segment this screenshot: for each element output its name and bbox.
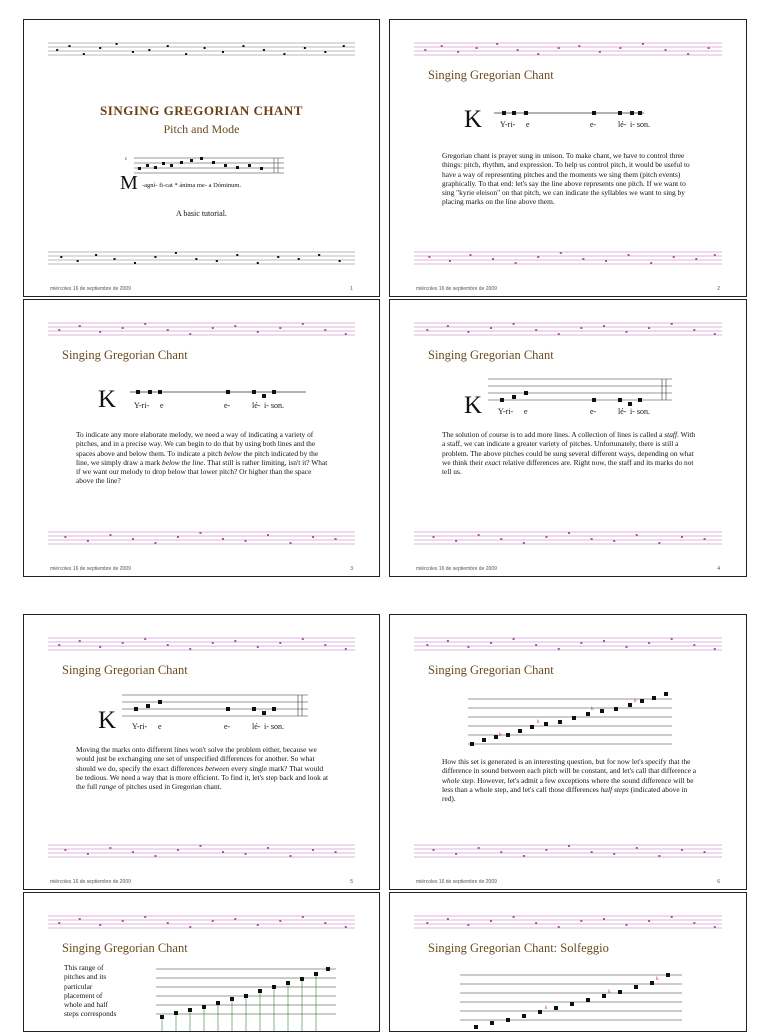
text-run: Moving the marks onto different lines won't solve the problem either, because we would just be exchanging one set of unspecified differences for another. So what should we do, specify the exact differences	[76, 745, 317, 773]
text-run: every single mark? That would be tedious. We need a way that is more efficient. To find it, let's step back and look at the full	[76, 763, 329, 792]
single-line-staff	[494, 108, 644, 118]
syllable: e-	[590, 407, 597, 416]
footer-date: miércoles 16 de septiembre de 2009	[416, 286, 497, 292]
footer-date: miércoles 16 de septiembre de 2009	[416, 879, 497, 885]
initial-letter: K	[464, 106, 483, 133]
text-run: (indicated above in red).	[442, 784, 688, 804]
text-run: . That still is rather limiting, isn't it? What if we want our melody to drop below that lower pitch? Or higher than the space above the line?	[76, 457, 328, 486]
syllable: Y-ri-	[132, 722, 148, 731]
text-run: The solution of course is to add more lines. A collection of lines is called a	[442, 430, 665, 439]
slide-2[interactable]	[389, 19, 747, 297]
half-step-mark: h	[634, 699, 637, 704]
slide-1[interactable]	[23, 19, 380, 297]
syllable: Y-ri-	[498, 407, 514, 416]
syllable: lé-	[618, 407, 627, 416]
syllable: e	[160, 401, 164, 410]
half-step-mark: h	[591, 707, 594, 712]
pitch-range-staff	[156, 961, 336, 1031]
slide-3[interactable]	[23, 299, 380, 577]
emphasis: below the line	[162, 457, 204, 467]
chant-example	[124, 155, 286, 185]
half-step-mark: h	[545, 1006, 548, 1011]
slide-body-text: This range of pitches and its particular placement of whole and half steps corresponds	[64, 963, 117, 1019]
text-run: . With a staff, we can indicate a greater variety of pitches. Unfortunately, there is still a problem. The above pitches could be sung several different ways, depending on what we think their	[442, 430, 696, 467]
half-step-mark: h	[608, 990, 611, 995]
tagline: A basic tutorial.	[176, 209, 227, 218]
slide-footer	[50, 566, 353, 572]
footer-date: miércoles 16 de septiembre de 2009	[50, 566, 131, 572]
chant-staff	[124, 155, 286, 185]
initial-letter: K	[98, 386, 117, 413]
slide-footer	[50, 879, 353, 885]
syllable: Y-ri-	[500, 120, 516, 129]
text-run: How this set is generated is an interesting question, but for now let's specify that the difference in sound between each pitch will be constant, and let's call that difference a	[442, 757, 697, 776]
slide-title: Singing Gregorian Chant	[62, 941, 188, 955]
slide-body-text	[442, 430, 698, 476]
slide-number: 6	[717, 879, 720, 885]
footer-date: miércoles 16 de septiembre de 2009	[416, 566, 497, 572]
syllable: e-	[224, 722, 231, 731]
slide-title: Singing Gregorian Chant	[428, 68, 554, 82]
syllable: lé-	[252, 722, 261, 731]
emphasis: between	[205, 763, 230, 773]
syllable: e-	[224, 401, 231, 410]
staff-top	[48, 913, 355, 931]
syllable: i- son.	[264, 401, 284, 410]
emphasis: range	[99, 782, 117, 792]
staff-top	[414, 635, 722, 653]
text-run: the pitch indicated by the line, we simply draw a mark	[76, 448, 319, 467]
syllable: e	[524, 407, 528, 416]
emphasis: whole step	[442, 775, 474, 785]
slide-5[interactable]	[23, 614, 380, 890]
slide-number: 4	[717, 566, 720, 572]
slide-number: 5	[350, 879, 353, 885]
staff-bottom	[48, 249, 355, 267]
slide-title: Singing Gregorian Chant	[62, 348, 188, 362]
syllable: e	[526, 120, 530, 129]
initial-letter: K	[98, 707, 117, 734]
syllable: i- son.	[630, 407, 650, 416]
single-line-staff	[130, 387, 306, 399]
syllable: Y-ri-	[134, 401, 150, 410]
syllable: e	[158, 722, 162, 731]
staff-bottom	[414, 529, 722, 547]
text-run: of pitches used in Gregorian chant.	[116, 782, 222, 792]
slide-subtitle: Pitch and Mode	[163, 122, 240, 136]
slide-footer	[416, 286, 720, 292]
slide-title: Singing Gregorian Chant	[62, 663, 188, 677]
staff-bottom	[414, 842, 722, 860]
staff-top	[48, 40, 355, 58]
emphasis: below	[223, 448, 242, 458]
slide-body-text: Gregorian chant is prayer sung in unison. To make chant, we have to control three things: pitch, rhythm, and expression. To help us control pitch, it would be useful to have a way of representing pitches and the moments we sing them (pitch events) graphically. To that end: let's say the line above represents one pitch. If we want to sing "kyrie eleison" on that pitch, we can indicate the syllables we want to sing by placing marks on the line above them.	[442, 151, 690, 207]
pitch-range-staff	[468, 685, 672, 751]
slide-body-text	[76, 745, 330, 791]
staff-top	[414, 40, 722, 58]
slide-number: 1	[350, 286, 353, 292]
syllable: lé-	[252, 401, 261, 410]
slide-title: SINGING GREGORIAN CHANT	[100, 103, 303, 118]
emphasis: half steps	[600, 784, 629, 794]
footer-date: miércoles 16 de septiembre de 2009	[50, 879, 131, 885]
syllable: i- son.	[630, 120, 650, 129]
slide-body-text	[76, 430, 330, 486]
half-step-mark: h	[537, 720, 540, 725]
staff-bottom	[414, 249, 722, 267]
slide-title: Singing Gregorian Chant	[428, 348, 554, 362]
syllable: e-	[590, 120, 597, 129]
syllable: lé-	[618, 120, 627, 129]
staff-top	[48, 320, 355, 338]
slide-number: 3	[350, 566, 353, 572]
staff-bottom	[48, 529, 355, 547]
chant-lyrics: -agní- fi-cat * ánima me- a Dóminum.	[142, 182, 242, 189]
slide-body-text	[442, 757, 698, 803]
slide-footer	[50, 286, 353, 292]
four-line-staff	[122, 691, 308, 723]
slide-footer	[416, 566, 720, 572]
initial-letter: K	[464, 392, 483, 419]
text-run: . However, let's admit a few exceptions where the sound difference will be less than a whole step, and let's call those differences	[442, 775, 694, 794]
staff-top	[414, 320, 722, 338]
half-step-mark: h	[499, 733, 502, 738]
slide-number: 2	[717, 286, 720, 292]
slide-title: Singing Gregorian Chant	[428, 663, 554, 677]
slide-8[interactable]	[389, 892, 747, 1032]
four-line-staff	[488, 375, 672, 407]
slide-6[interactable]	[389, 614, 747, 890]
footer-date: miércoles 16 de septiembre de 2009	[50, 286, 131, 292]
staff-top	[48, 635, 355, 653]
syllable: i- son.	[264, 722, 284, 731]
slide-title: Singing Gregorian Chant: Solfeggio	[428, 941, 609, 955]
emphasis: staff	[664, 430, 678, 439]
slide-footer	[416, 879, 720, 885]
clef-mark: c	[125, 157, 128, 162]
text-run: relative differences are. Right now, the staff and its marks do not tell us.	[442, 457, 694, 477]
emphasis: exact	[484, 457, 501, 467]
pitch-range-staff	[460, 967, 682, 1032]
slide-4[interactable]	[389, 299, 747, 577]
staff-top	[414, 913, 722, 931]
half-step-mark: h	[656, 977, 659, 982]
slide-7[interactable]	[23, 892, 380, 1032]
initial-letter: M	[120, 172, 138, 194]
staff-bottom	[48, 842, 355, 860]
text-run: To indicate any more elaborate melody, we need a way of indicating a variety of pitches, and in a precise way. We can begin to do that by using both lines and the spaces above and below them. To indicate a pitch	[76, 430, 316, 458]
